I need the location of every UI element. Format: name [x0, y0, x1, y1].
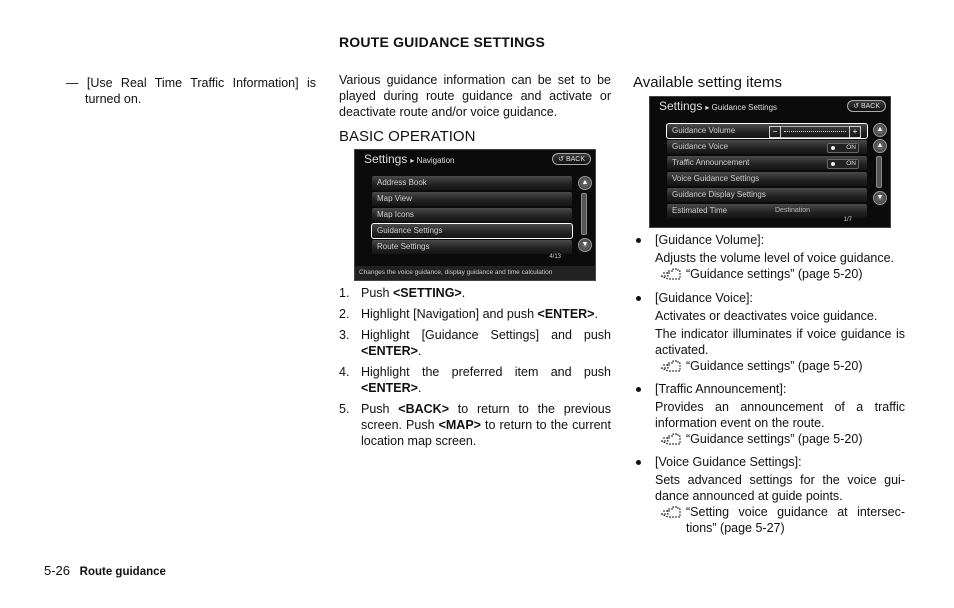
bullet-icon	[636, 387, 641, 392]
menu-item-label: Guidance Voice	[672, 142, 729, 151]
middle-column	[339, 72, 611, 145]
screen-subtitle: ▸ Guidance Settings	[705, 103, 778, 112]
menu-item-traffic-announcement[interactable]	[667, 156, 867, 170]
step-number: 3.	[339, 328, 350, 342]
scrollbar[interactable]	[578, 176, 590, 252]
item-description: The indicator illuminates if voice guidance is activated.	[655, 327, 905, 357]
scroll-track[interactable]	[876, 156, 882, 188]
step	[339, 364, 611, 396]
step-key: <ENTER>	[537, 307, 595, 321]
scrollbar[interactable]	[873, 123, 885, 205]
item-label: [Voice Guidance Settings]:	[655, 455, 802, 469]
step-text: .	[594, 307, 598, 321]
volume-plus-button[interactable]: +	[849, 126, 861, 138]
item-description: Adjusts the volume level of voice guidance.	[655, 251, 895, 265]
item-label: [Traffic Announcement]:	[655, 382, 787, 396]
back-button[interactable]	[552, 153, 591, 165]
settings-menu	[372, 176, 572, 256]
step-text: .	[461, 286, 466, 300]
volume-bar[interactable]	[784, 131, 846, 133]
step-number: 1.	[339, 286, 350, 300]
back-arrow-icon: ↺	[558, 156, 564, 163]
scroll-down-icon[interactable]: ▼	[578, 238, 592, 252]
menu-item-guidance-voice[interactable]	[667, 140, 867, 154]
reference-pointer-icon	[660, 505, 682, 518]
steps-list	[339, 285, 611, 454]
reference	[655, 266, 905, 282]
intro-text: Various guidance information can be set to be played during route guidance and activate or deactivate route and/or voice guidance.	[339, 73, 611, 119]
page-number: 5-26	[44, 563, 71, 578]
step-number: 4.	[339, 365, 350, 379]
menu-item[interactable]: Map View	[372, 192, 572, 206]
screen-title-text: Settings	[364, 152, 408, 166]
menu-item-label: Traffic Announcement	[672, 158, 750, 167]
footer-label: Route guidance	[79, 566, 166, 578]
step-text: to return to the current location map screen.	[361, 418, 611, 448]
step-text: Highlight the preferred item and push	[361, 365, 611, 379]
step-text: to return to the previous screen. Push	[361, 402, 612, 432]
step	[339, 401, 611, 449]
volume-slider[interactable]	[769, 126, 861, 138]
back-arrow-icon: ↺	[853, 103, 859, 110]
step-key: <MAP>	[438, 418, 481, 432]
basic-operation-heading: BASIC OPERATION	[339, 128, 476, 145]
screen-title-text: Settings	[659, 99, 703, 113]
guidance-menu	[667, 124, 867, 220]
reference	[655, 504, 905, 536]
menu-item-label: Estimated Time	[672, 206, 728, 215]
reference-text: “Guidance settings” (page 5-20)	[686, 359, 863, 373]
reference-text: “Setting voice guidance at intersec-tions” (page 5-27)	[686, 505, 905, 535]
menu-item-guidance-volume[interactable]	[667, 124, 867, 138]
back-button[interactable]	[847, 100, 886, 112]
menu-item[interactable]: Map Icons	[372, 208, 572, 222]
step-text: Push	[361, 402, 399, 416]
step-number: 2.	[339, 307, 350, 321]
list-item	[633, 232, 905, 282]
step-key: <ENTER>	[361, 381, 418, 395]
step-number: 5.	[339, 402, 350, 416]
left-note-text: — [Use Real Time Traffic Information] is turned on.	[66, 76, 316, 106]
step	[339, 285, 611, 301]
reference-text: “Guidance settings” (page 5-20)	[686, 267, 863, 281]
step-text: Highlight [Guidance Settings] and push	[361, 328, 611, 342]
menu-item-label: Guidance Volume	[672, 126, 736, 135]
item-description: Sets advanced settings for the voice gui-dance announced at guide points.	[655, 473, 905, 503]
item-description: Activates or deactivates voice guidance.	[655, 309, 878, 323]
step-key: <BACK>	[398, 402, 449, 416]
screen-footer: Changes the voice guidance, display guidance and time calculation	[355, 266, 595, 280]
screen-subtitle: ▸ Navigation	[410, 156, 455, 165]
menu-item[interactable]: Address Book	[372, 176, 572, 190]
step	[339, 306, 611, 322]
scroll-up-icon[interactable]: ▲	[578, 176, 592, 190]
step-key: <ENTER>	[361, 344, 418, 358]
reference-pointer-icon	[660, 432, 682, 445]
reference-pointer-icon	[660, 359, 682, 372]
left-note	[66, 75, 316, 107]
on-indicator: ON	[827, 159, 859, 169]
menu-item[interactable]: Route Settings	[372, 240, 572, 254]
page-footer	[44, 563, 166, 578]
reference	[655, 358, 905, 374]
back-label: BACK	[860, 103, 880, 110]
page-indicator: 1/7	[843, 217, 852, 223]
page-indicator: 4/13	[549, 254, 561, 260]
available-heading: Available setting items	[633, 74, 782, 91]
scroll-up-icon[interactable]: ▲	[873, 123, 887, 137]
list-item	[633, 290, 905, 374]
menu-item[interactable]: Voice Guidance Settings	[667, 172, 867, 186]
bullet-icon	[636, 296, 641, 301]
reference-pointer-icon	[660, 267, 682, 280]
reference-text: “Guidance settings” (page 5-20)	[686, 432, 863, 446]
step	[339, 327, 611, 359]
step-text: .	[417, 344, 422, 358]
back-label: BACK	[565, 156, 585, 163]
section-title: ROUTE GUIDANCE SETTINGS	[339, 34, 546, 50]
destination-value: Destination	[775, 207, 811, 214]
screen-title	[659, 99, 777, 113]
item-label: [Guidance Voice]:	[655, 291, 753, 305]
reference	[655, 431, 905, 447]
item-label: [Guidance Volume]:	[655, 233, 765, 247]
step-text: Push	[361, 286, 393, 300]
on-indicator: ON	[827, 143, 859, 153]
menu-item[interactable]: Guidance Display Settings	[667, 188, 867, 202]
settings-navigation-screen	[354, 149, 596, 281]
scroll-down-icon[interactable]: ▼	[873, 191, 887, 205]
menu-item-selected[interactable]: Guidance Settings	[372, 224, 572, 238]
bullet-icon	[636, 460, 641, 465]
scroll-up-page-icon[interactable]: ▲	[873, 139, 887, 153]
scroll-track[interactable]	[581, 193, 587, 235]
item-description: Provides an announcement of a traffic information event on the route.	[655, 400, 905, 430]
menu-item-estimated-time[interactable]	[667, 204, 867, 218]
volume-minus-button[interactable]: −	[769, 126, 781, 138]
settings-items-list	[633, 232, 905, 536]
step-key: <SETTING>	[392, 286, 462, 300]
step-text: Highlight [Navigation] and push	[361, 307, 538, 321]
bullet-icon	[636, 238, 641, 243]
guidance-settings-screen	[649, 96, 891, 228]
screen-title	[364, 152, 454, 166]
list-item	[633, 454, 905, 536]
list-item	[633, 381, 905, 447]
step-text: .	[417, 381, 422, 395]
